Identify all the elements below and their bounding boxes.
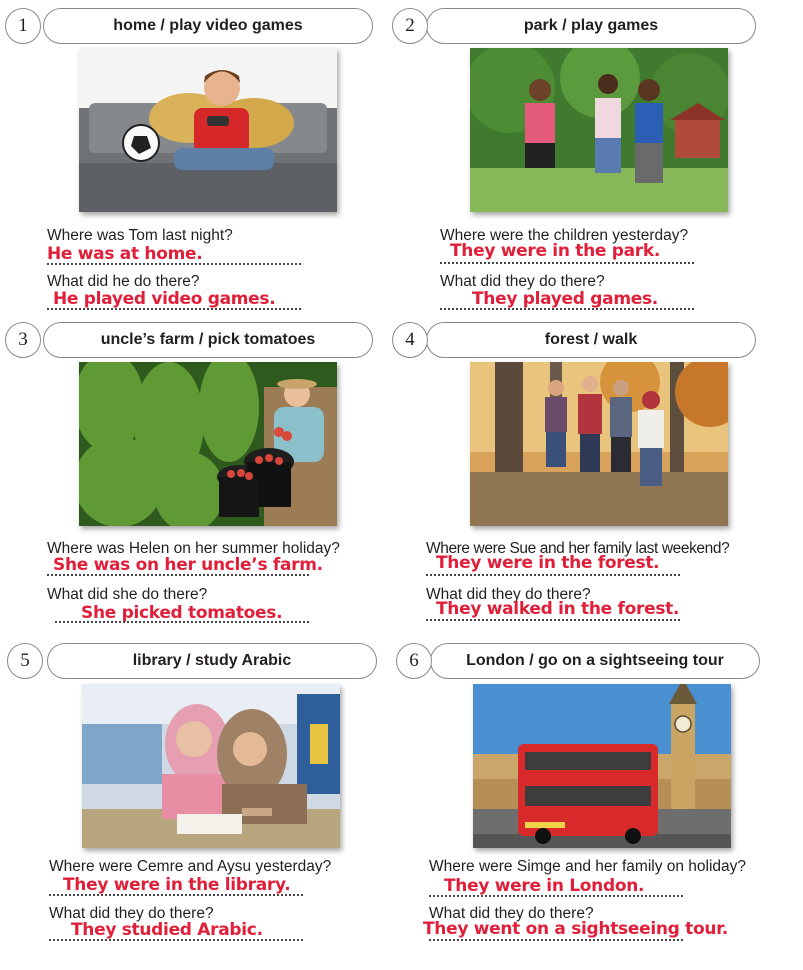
answer-what: They walked in the forest. [436,599,680,619]
answer-line [429,895,683,897]
photo-woman-picking-tomatoes [79,362,337,526]
exercise-1 [5,8,385,309]
exercise-number: 5 [7,643,43,679]
answer-line [47,574,309,576]
exercise-header [5,8,385,44]
exercise-header [392,8,772,44]
question-what: What did they do there? [440,273,605,290]
answer-what: They went on a sightseeing tour. [423,919,728,939]
exercise-heading: London / go on a sightseeing tour [430,643,760,679]
exercise-number: 4 [392,322,428,358]
exercise-3 [5,322,385,623]
question-what: What did they do there? [426,586,591,603]
question-where: Where were Simge and her family on holiday? [429,858,747,875]
photo-girls-studying-in-library [82,684,340,848]
answer-what: She picked tomatoes. [81,603,283,623]
exercise-number: 2 [392,8,428,44]
answer-line [440,262,694,264]
exercise-5 [7,643,387,940]
answer-line [49,894,303,896]
answer-line [440,308,694,310]
question-where: Where was Tom last night? [47,227,233,244]
exercise-6 [396,643,776,939]
exercise-header [5,322,385,358]
exercise-number: 6 [396,643,432,679]
answer-line [55,621,309,623]
exercise-number: 3 [5,322,41,358]
answer-line [429,939,683,941]
exercise-heading: park / play games [426,8,756,44]
photo-boy-playing-video-games [79,48,337,212]
answer-line [426,619,680,621]
question-what: What did they do there? [429,905,594,922]
exercise-header [7,643,387,679]
answer-what: He played video games. [53,289,276,309]
answer-where: He was at home. [47,244,203,264]
photo-family-walking-in-forest [470,362,728,526]
answer-line [426,574,680,576]
exercise-heading: home / play video games [43,8,373,44]
answer-where: They were in the forest. [436,553,660,573]
question-where: Where were the children yesterday? [440,227,689,244]
answer-line [47,308,301,310]
question-what: What did they do there? [49,905,214,922]
question-where: Where was Helen on her summer holiday? [47,540,340,557]
answer-what: They studied Arabic. [71,920,263,940]
exercise-header [392,322,772,358]
answer-what: They played games. [472,289,658,309]
answer-where: They were in the library. [63,875,291,895]
exercise-heading: forest / walk [426,322,756,358]
exercise-2 [392,8,772,309]
question-where: Where were Sue and her family last weekend? [426,540,730,557]
answer-line [49,939,303,941]
exercise-4 [392,322,772,619]
exercise-header [396,643,776,679]
exercise-heading: library / study Arabic [47,643,377,679]
question-what: What did he do there? [47,273,200,290]
question-what: What did she do there? [47,586,208,603]
answer-where: They were in the park. [450,241,661,261]
answer-line [47,263,301,265]
photo-children-jumping-in-park [470,48,728,212]
exercise-heading: uncle’s farm / pick tomatoes [43,322,373,358]
answer-where: She was on her uncle’s farm. [53,555,323,575]
exercise-number: 1 [5,8,41,44]
photo-london-bus-and-big-ben [473,684,731,848]
answer-where: They were in London. [444,876,645,896]
question-where: Where were Cemre and Aysu yesterday? [49,858,332,875]
